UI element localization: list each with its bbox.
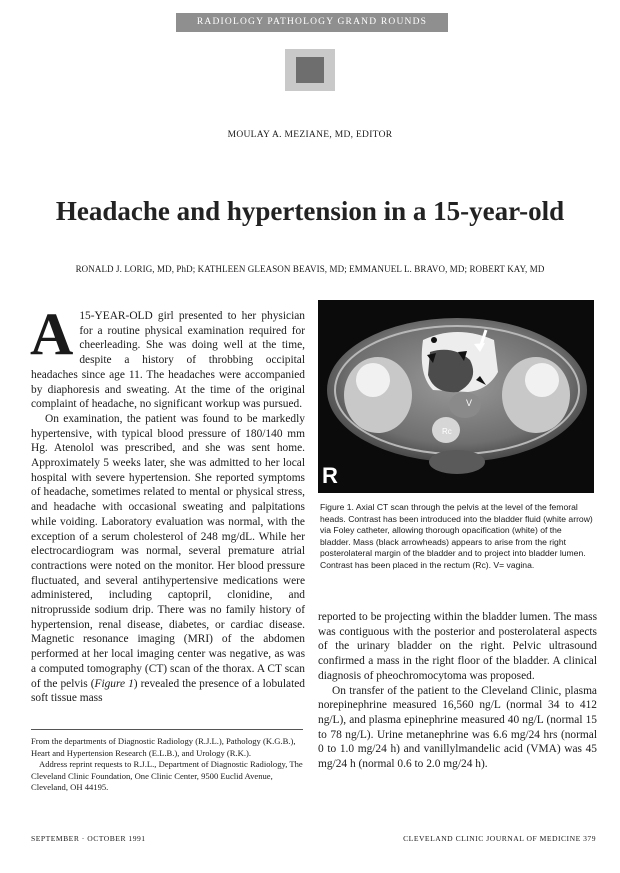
paragraph-examination	[31, 412, 305, 706]
footer-date: SEPTEMBER · OCTOBER 1991	[31, 834, 146, 843]
drop-cap: A	[30, 301, 74, 367]
ct-scan-image	[318, 300, 594, 493]
right-column	[318, 610, 597, 772]
label-rc: Rc	[442, 427, 452, 436]
left-column	[30, 301, 306, 706]
paragraph-mass: reported to be projecting within the bladder lumen. The mass was contiguous with the posterior and posterolateral aspects of the urinary bladder on the right. Pelvic ultrasound confirmed a mass in the right floor of the bladder. A clinical diagnosis of pheochromocytoma was proposed.	[318, 611, 597, 682]
right-femoral-head	[525, 363, 559, 397]
label-r: R	[322, 463, 338, 488]
section-banner: RADIOLOGY PATHOLOGY GRAND ROUNDS	[176, 13, 448, 32]
author-list: RONALD J. LORIG, MD, PhD; KATHLEEN GLEASON BEAVIS, MD; EMMANUEL L. BRAVO, MD; ROBERT KAY, MD	[75, 264, 545, 274]
logo-square	[296, 57, 324, 83]
footer-journal-page: CLEVELAND CLINIC JOURNAL OF MEDICINE 379	[403, 834, 596, 843]
article-title: Headache and hypertension in a 15-year-old	[55, 196, 565, 226]
ct-scan-figure	[318, 300, 594, 493]
footnotes	[31, 736, 305, 794]
vagina	[449, 392, 481, 418]
reprint-note: Address reprint requests to R.J.L., Department of Diagnostic Radiology, The Cleveland Clinic Foundation, One Clinic Center, 9500 Euclid Avenue, Cleveland, OH 44195.	[31, 759, 303, 793]
paragraph-transfer: On transfer of the patient to the Cleveland Clinic, plasma norepinephrine measured 16,560 ng/L (normal 34 to 412 ng/L), and plasma epinephrine measured 40 ng/L (normal 15 to 78 ng/L). Urine metanephrine was 6.6 mg/24 hrs (normal 0 to 1.0 mg/24 h) and vanillylmandelic acid (VMA) was 45 mg/24 h (normal 0.6 to 2.0 mg/24 h).	[318, 684, 597, 771]
editor-line: MOULAY A. MEZIANE, MD, EDITOR	[227, 130, 393, 140]
exam-text-end: ) revealed the presence of a lobulated soft tissue mass	[31, 677, 306, 705]
left-femoral-head	[356, 363, 390, 397]
intro-text: 15-YEAR-OLD girl presented to her physician for a routine physical examination required for cheerleading. She was doing well at the time, despite a history of throbbing occipital headaches since age 11. The headaches were accompanied by diaphoresis and sweating. At the time of the original complaint of headache, no significant workup was pursued.	[31, 310, 305, 411]
paragraph-intro	[30, 301, 305, 412]
affiliation-note: From the departments of Diagnostic Radiology (R.J.L.), Pathology (K.G.B.), Heart and Hypertension Research (E.L.B.), and Urology (R.K.).	[31, 736, 296, 758]
exam-text: On examination, the patient was found to be markedly hypertensive, with typical blood pressure of 180/140 mm Hg. Atenolol was prescribed, and she was sent home. Approximately 5 weeks later, she was admitted to her local hospital with severe hypertension. She reported symptoms of headache, sometimes related to mental or physical stress, and headache with occasional sweating and palpitations while voiding. Laboratory evaluation was normal, with the exception of a serum cholesterol of 248 mg/dL. While her electrocardiogram was normal, several premature atrial contractions were noted on the monitor. Her blood pressure fluctuated, and several antihypertensive medications were administered, including captopril, clonidine, and nitroprusside sodium drip. There was no family history of hypertension, renal disease, diabetes, or cardiac disease. Magnetic resonance imaging (MRI) of the abdomen performed at her local imaging center was negative, as was a computed tomography (CT) scan of the thorax. A CT scan of the pelvis (	[31, 412, 305, 690]
footnote-divider	[31, 729, 303, 730]
figure-caption: Figure 1. Axial CT scan through the pelvis at the level of the femoral heads. Contrast has been introduced into the bladder fluid (white arrow) via Foley catheter, allowing thorough opacification (white) of the bladder. Mass (black arrowheads) appears to arise from the right posterolateral margin of the bladder and to project into bladder lumen. Contrast has been placed in the rectum (Rc). V= vagina.	[320, 502, 593, 570]
journal-logo	[285, 49, 335, 91]
label-v: V	[466, 398, 473, 408]
figure-reference: Figure 1	[94, 677, 134, 690]
